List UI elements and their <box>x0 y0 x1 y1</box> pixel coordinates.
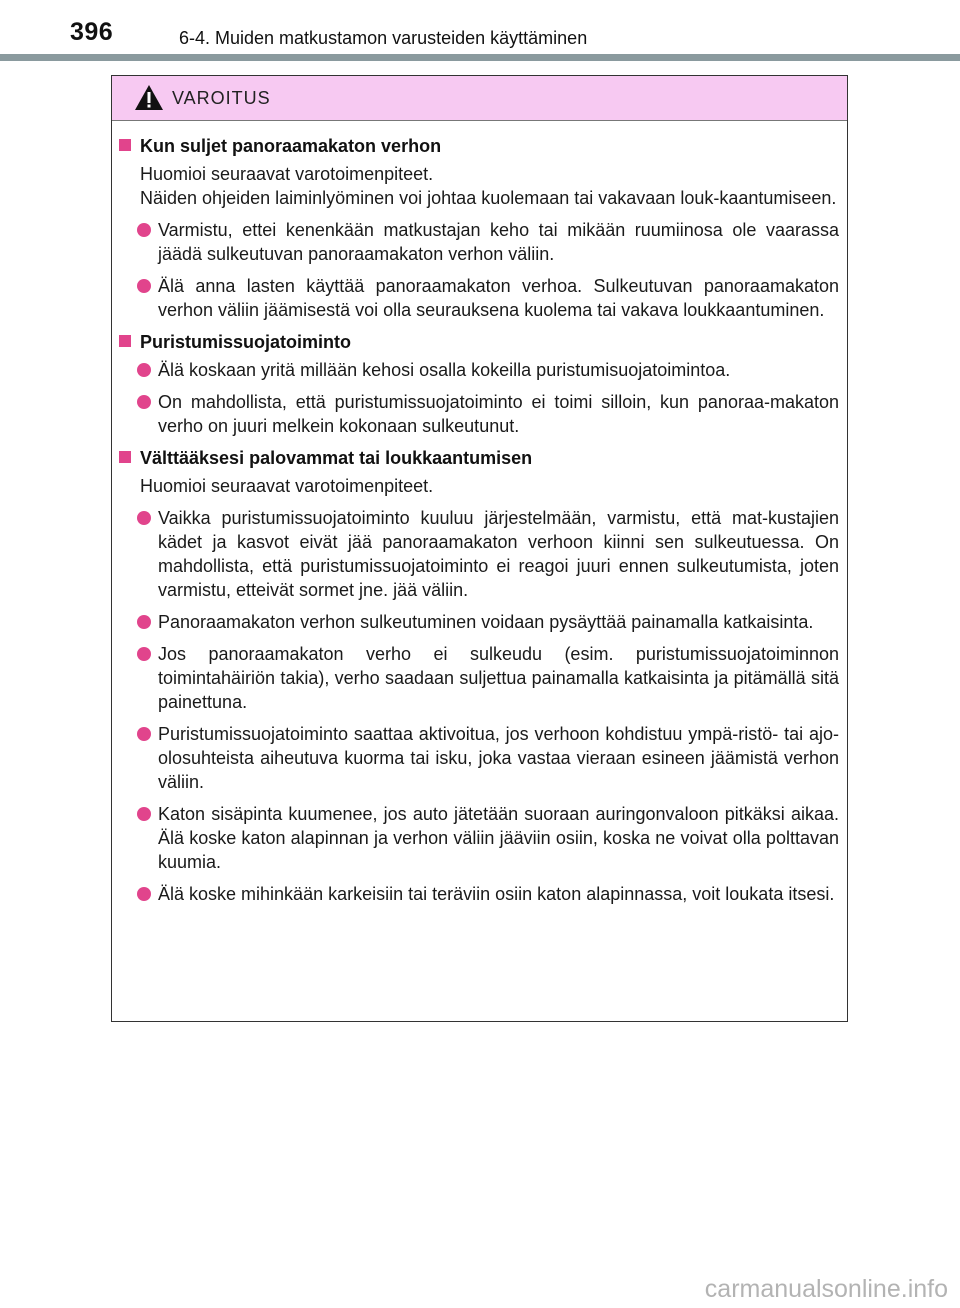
header-rule <box>0 54 960 61</box>
bullet-item: Älä anna lasten käyttää panoraamakaton verhoa. Sulkeutuvan panoraamakaton verhon väliin jäämisestä voi olla seurauksena kuolema tai vakava loukkaantuminen. <box>112 274 847 322</box>
warning-content <box>112 134 847 914</box>
section-heading: Puristumissuojatoiminto <box>112 330 847 354</box>
section-burns-injury <box>112 446 847 906</box>
section-jam-protection <box>112 330 847 438</box>
section-closing-shade <box>112 134 847 322</box>
round-bullet-icon <box>137 615 151 629</box>
square-bullet-icon <box>119 139 131 151</box>
bullet-item: On mahdollista, että puristumissuojatoiminto ei toimi silloin, kun panoraa-makaton verho on juuri melkein kokonaan sulkeutunut. <box>112 390 847 438</box>
bullet-item: Puristumissuojatoiminto saattaa aktivoitua, jos verhoon kohdistuu ympä-ristö- tai ajo-olosuhteista aiheutuva kuorma tai isku, joka vastaa vieraan esineen jäämistä verhon väliin. <box>112 722 847 794</box>
round-bullet-icon <box>137 363 151 377</box>
chapter-title: 6-4. Muiden matkustamon varusteiden käyttäminen <box>179 28 588 48</box>
section-note: Huomioi seuraavat varotoimenpiteet. <box>140 476 434 496</box>
round-bullet-icon <box>137 279 151 293</box>
section-heading: Kun suljet panoraamakaton verhon <box>112 134 847 158</box>
section-heading: Välttääksesi palovammat tai loukkaantumisen <box>112 446 847 470</box>
bullet-item: Älä koske mihinkään karkeisiin tai teräviin osiin katon alapinnassa, voit loukata itsesi. <box>112 882 847 906</box>
warning-box <box>111 75 848 1022</box>
round-bullet-icon <box>137 807 151 821</box>
round-bullet-icon <box>137 727 151 741</box>
bullet-item: Katon sisäpinta kuumenee, jos auto jätetään suoraan auringonvaloon pitkäksi aikaa. Älä koske katon alapinnan ja verhon väliin jääviin osiin, koska ne voivat olla polttavan kuumia. <box>112 802 847 874</box>
watermark: carmanualsonline.info <box>704 1275 948 1303</box>
bullet-item: Varmistu, ettei kenenkään matkustajan keho tai mikään ruumiinosa ole vaarassa jäädä sulkeutuvan panoraamakaton verhon väliin. <box>112 218 847 266</box>
round-bullet-icon <box>137 223 151 237</box>
round-bullet-icon <box>137 511 151 525</box>
square-bullet-icon <box>119 335 131 347</box>
page-header <box>0 0 960 48</box>
bullet-item: Jos panoraamakaton verho ei sulkeudu (esim. puristumissuojatoiminnon toimintahäiriön takia), verho saadaan suljettua painamalla katkaisinta ja pitämällä sitä painettuna. <box>112 642 847 714</box>
section-note: Huomioi seuraavat varotoimenpiteet. Näiden ohjeiden laiminlyöminen voi johtaa kuolemaan tai vakavaan louk-kaantumiseen. <box>140 164 837 208</box>
square-bullet-icon <box>119 451 131 463</box>
page-number: 396 <box>70 18 114 46</box>
bullet-item: Vaikka puristumissuojatoiminto kuuluu järjestelmään, varmistu, että mat-kustajien kädet ja kasvot eivät jää panoraamakaton verhoon kiinni sen sulkeutuessa. On mahdollista, että puristumissuojatoiminto ei reagoi juuri ennen sulkeutumista, joten varmistu, etteivät sormet jne. jää väliin. <box>112 506 847 602</box>
warning-header <box>112 76 847 121</box>
bullet-item: Älä koskaan yritä millään kehosi osalla kokeilla puristumisuojatoimintoa. <box>112 358 847 382</box>
warning-title: VAROITUS <box>172 88 271 108</box>
bullet-item: Panoraamakaton verhon sulkeutuminen voidaan pysäyttää painamalla katkaisinta. <box>112 610 847 634</box>
warning-triangle-icon <box>134 84 164 111</box>
round-bullet-icon <box>137 887 151 901</box>
round-bullet-icon <box>137 647 151 661</box>
round-bullet-icon <box>137 395 151 409</box>
